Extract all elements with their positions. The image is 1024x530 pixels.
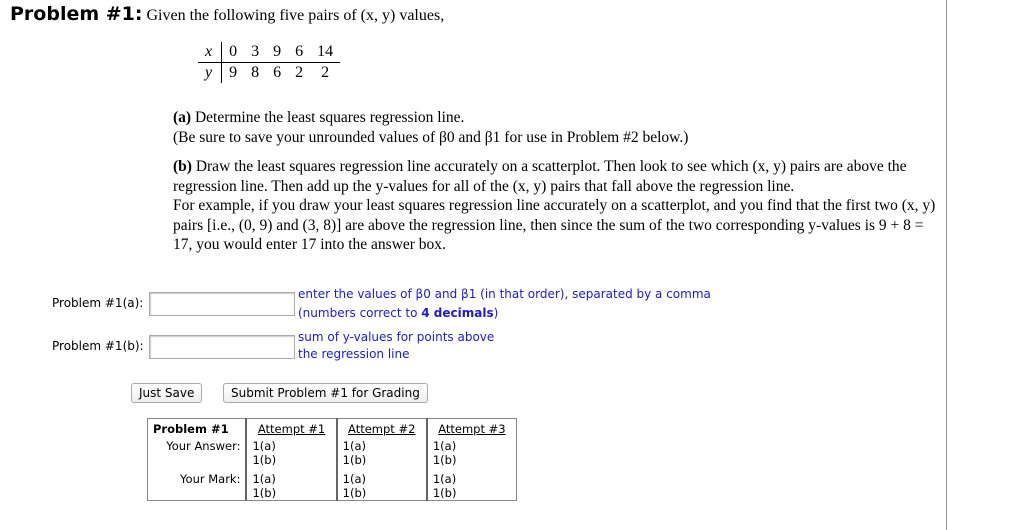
cell: 1(a) [342, 439, 366, 453]
attempt-header: Attempt #1 [257, 422, 326, 436]
hint-text: ) [493, 306, 499, 320]
cell: 1(b) [252, 486, 277, 500]
problem-heading [10, 3, 444, 25]
results-table [147, 418, 517, 501]
part-b-text: Draw the least squares regression line accurately on a scatterplot. Then look to see which (x, y) pairs are above the regression line. Then add up the y-values for all of the (x, y) pairs that fall above the regression line. [173, 158, 907, 195]
part-a [173, 108, 943, 147]
hint-line: sum of y-values for points above [298, 330, 495, 344]
xy-table [198, 42, 340, 83]
cell: 1(b) [432, 486, 457, 500]
y-value: 6 [273, 64, 282, 81]
cell: 1(b) [432, 453, 457, 467]
y-value: 9 [229, 64, 238, 81]
answer-b-label: Problem #1(b): [52, 339, 144, 353]
answer-a-input[interactable] [149, 292, 295, 316]
part-b [173, 157, 943, 255]
cell: 1(b) [342, 453, 367, 467]
part-a-note: (Be sure to save your unrounded values of β0 and β1 for use in Problem #2 below.) [173, 128, 689, 146]
cell: 1(b) [252, 453, 277, 467]
x-label: x [198, 42, 222, 63]
answer-b-hint [298, 329, 494, 363]
x-value: 6 [288, 42, 310, 63]
answer-a-label: Problem #1(a): [52, 296, 144, 310]
problem-parts [173, 108, 943, 265]
hint-bold: 4 decimals [421, 306, 494, 320]
part-b-label: (b) [173, 158, 192, 175]
answer-b-input[interactable] [149, 335, 295, 359]
x-value: 14 [310, 42, 340, 63]
problem-title: Problem #1: [10, 3, 143, 25]
part-a-label: (a) [173, 109, 192, 126]
problem-intro: Given the following five pairs of (x, y) values, [146, 7, 445, 24]
cell: 1(a) [342, 472, 366, 486]
cell: 1(a) [252, 472, 276, 486]
hint-line: the regression line [298, 347, 410, 361]
results-header: Problem #1 [153, 422, 229, 436]
your-mark-label: Your Mark: [180, 472, 241, 486]
x-value: 0 [222, 42, 245, 63]
y-value: 2 [321, 64, 330, 81]
x-value: 3 [244, 42, 266, 63]
y-value: 8 [251, 64, 260, 81]
y-label: y [198, 63, 222, 84]
y-value: 2 [295, 64, 304, 81]
part-a-text: Determine the least squares regression line. [194, 109, 465, 126]
cell: 1(b) [342, 486, 367, 500]
cell: 1(a) [432, 472, 457, 486]
answer-a-hint [298, 285, 711, 323]
page-divider [946, 0, 947, 530]
just-save-button[interactable]: Just Save [131, 383, 202, 403]
hint-text: (numbers correct to [298, 306, 422, 320]
attempt-header: Attempt #3 [438, 422, 506, 436]
submit-button[interactable]: Submit Problem #1 for Grading [223, 383, 428, 403]
part-b-example: For example, if you draw your least squares regression line accurately on a scatterplot, and you find that the first two (x, y) pairs [i.e., (0, 9) and (3, 8)] are above the regression line, then since the sum of the two corresponding y-values is 9 + 8 = 17, you would enter 17 into the answer box. [173, 197, 936, 253]
cell: 1(a) [432, 439, 457, 453]
your-answer-label: Your Answer: [166, 439, 241, 453]
hint-line: enter the values of β0 and β1 (in that order), separated by a comma [298, 287, 711, 301]
cell: 1(a) [252, 439, 276, 453]
x-value: 9 [266, 42, 288, 63]
attempt-header: Attempt #2 [348, 422, 416, 436]
